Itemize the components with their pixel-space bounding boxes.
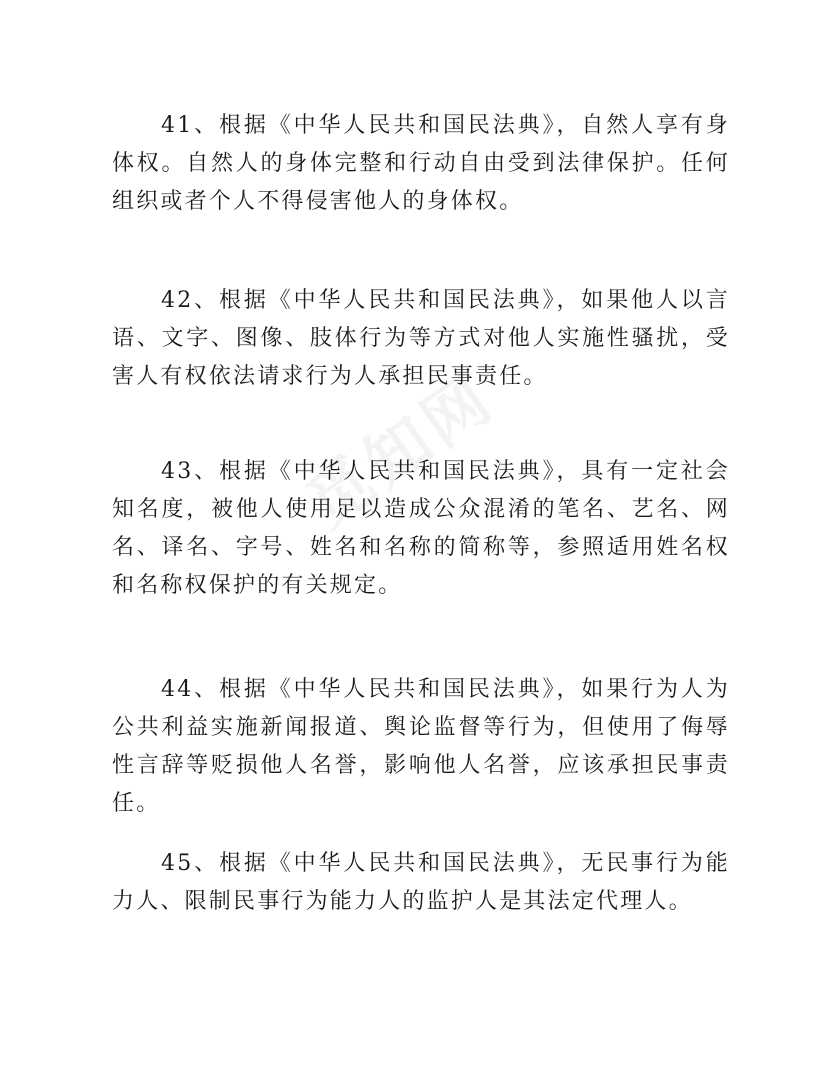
paragraph-43: 43、根据《中华人民共和国民法典》，具有一定社会知名度，被他人使用足以造成公众混淆的笔名、艺名、网名、译名、字号、姓名和名称的简称等，参照适用姓名权和名称权保护的有关规定。 (112, 459, 730, 598)
paragraph-41: 41、根据《中华人民共和国民法典》，自然人享有身体权。自然人的身体完整和行动自由受到法律保护。任何组织或者个人不得侵害他人的身体权。 (112, 113, 730, 214)
paragraph-45: 45、根据《中华人民共和国民法典》，无民事行为能力人、限制民事行为能力人的监护人是其法定代理人。 (112, 851, 730, 914)
paragraph-44: 44、根据《中华人民共和国民法典》，如果行为人为公共利益实施新闻报道、舆论监督等行为，但使用了侮辱性言辞等贬损他人名誉，影响他人名誉，应该承担民事责任。 (112, 677, 730, 816)
paragraph-42: 42、根据《中华人民共和国民法典》，如果他人以言语、文字、图像、肢体行为等方式对他人实施性骚扰，受害人有权依法请求行为人承担民事责任。 (112, 288, 730, 389)
